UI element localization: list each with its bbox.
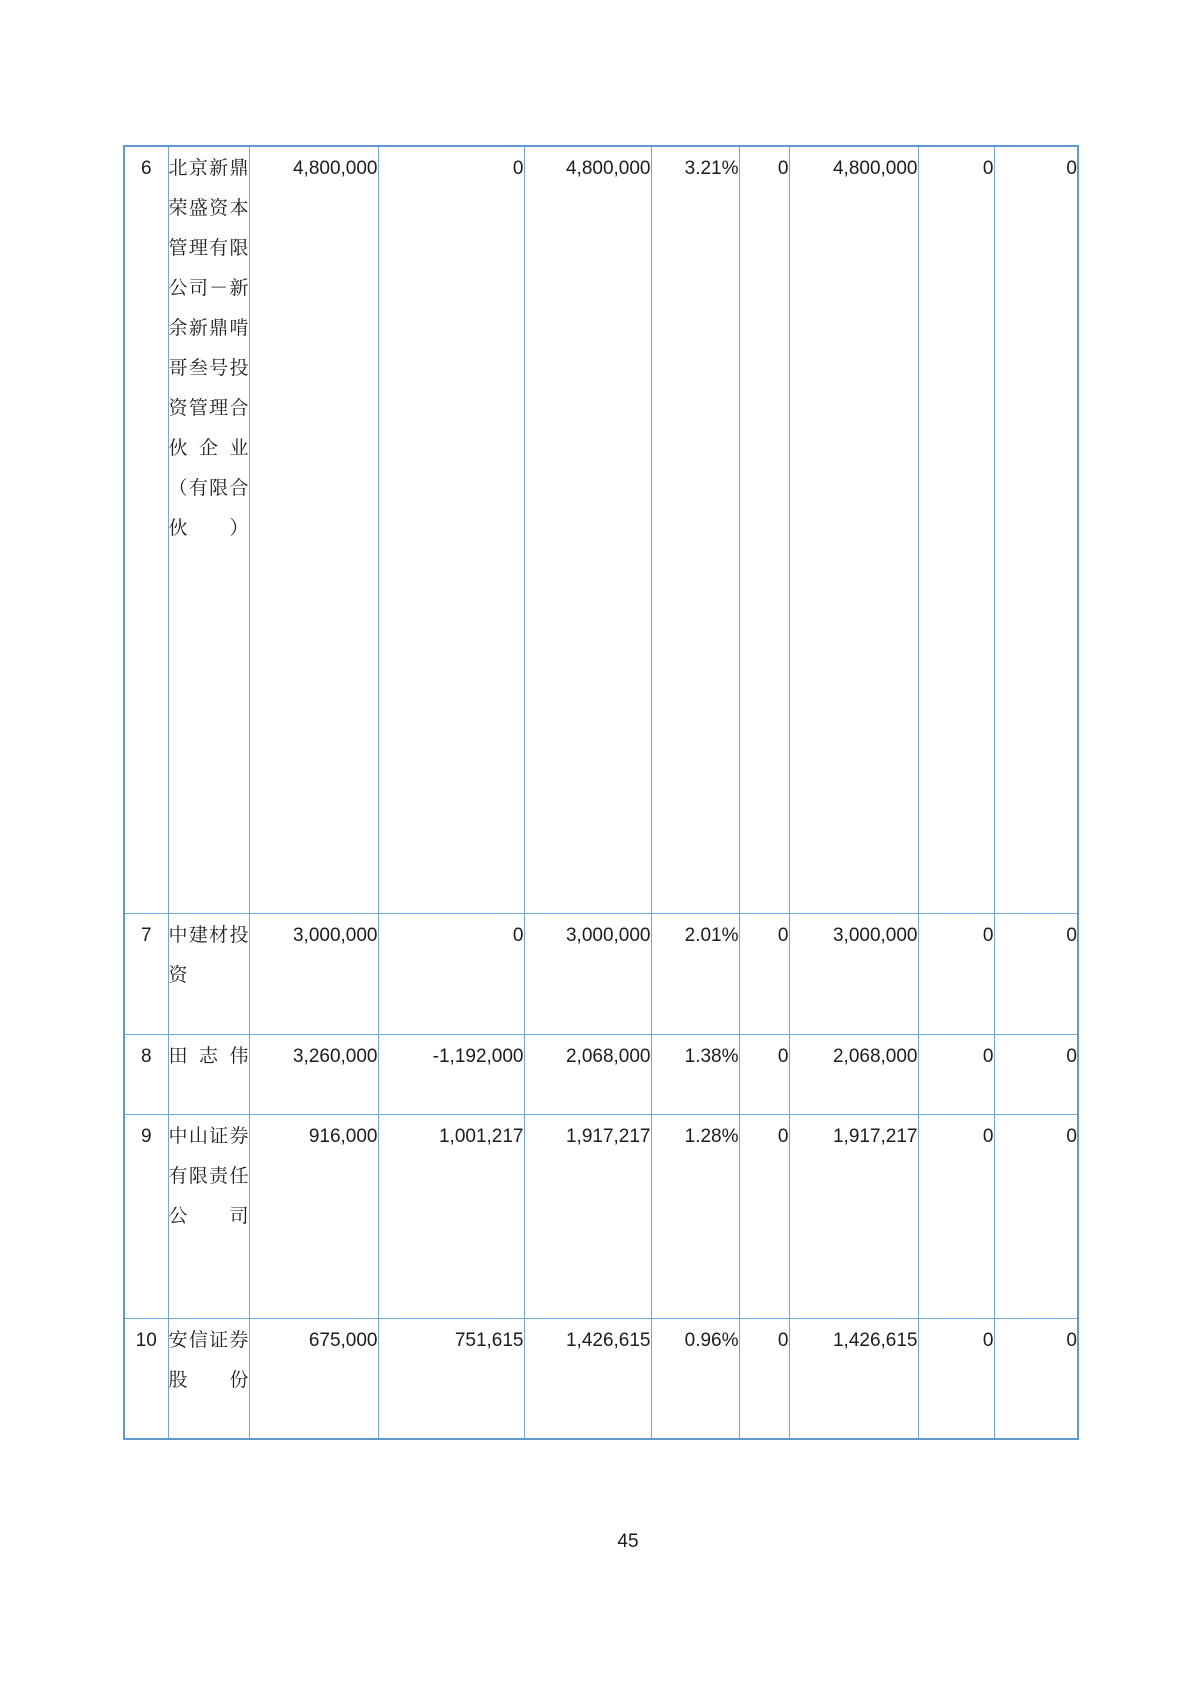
value-cell: 0 (739, 1034, 789, 1114)
value-cell: 0 (918, 1034, 994, 1114)
row-no-cell: 6 (124, 146, 168, 913)
value-cell: 1.38% (651, 1034, 739, 1114)
table-row (124, 1114, 1078, 1318)
row-no-cell: 7 (124, 913, 168, 1034)
value-cell: 0 (994, 913, 1078, 1034)
value-cell: 675,000 (249, 1318, 378, 1439)
value-cell: 751,615 (378, 1318, 524, 1439)
value-cell: 1.28% (651, 1114, 739, 1318)
value-cell: 0 (994, 1034, 1078, 1114)
table-row (124, 1034, 1078, 1114)
value-cell: 916,000 (249, 1114, 378, 1318)
page-number: 45 (617, 1531, 639, 1552)
value-cell: 4,800,000 (524, 146, 651, 913)
value-cell: 0 (918, 1318, 994, 1439)
value-cell: 4,800,000 (249, 146, 378, 913)
value-cell: 1,001,217 (378, 1114, 524, 1318)
value-cell: 3,000,000 (524, 913, 651, 1034)
value-cell: 0 (918, 913, 994, 1034)
row-no-cell: 10 (124, 1318, 168, 1439)
shareholder-table (123, 145, 1079, 1440)
value-cell: 0 (378, 913, 524, 1034)
value-cell: 0 (994, 1318, 1078, 1439)
value-cell: 0 (918, 1114, 994, 1318)
value-cell: 0 (994, 146, 1078, 913)
value-cell: 2,068,000 (524, 1034, 651, 1114)
value-cell: 1,426,615 (789, 1318, 918, 1439)
value-cell: 0.96% (651, 1318, 739, 1439)
value-cell: 0 (739, 1114, 789, 1318)
value-cell: 2.01% (651, 913, 739, 1034)
value-cell: 1,917,217 (524, 1114, 651, 1318)
value-cell: 3,000,000 (249, 913, 378, 1034)
value-cell: 0 (378, 146, 524, 913)
row-no-cell: 8 (124, 1034, 168, 1114)
value-cell: 0 (994, 1114, 1078, 1318)
value-cell: 2,068,000 (789, 1034, 918, 1114)
value-cell: 4,800,000 (789, 146, 918, 913)
table-row (124, 913, 1078, 1034)
value-cell: 0 (739, 913, 789, 1034)
shareholder-name-cell: 中山证券有限责任公司 (168, 1114, 249, 1318)
row-no-cell: 9 (124, 1114, 168, 1318)
shareholder-name-cell: 安信证券股份 (168, 1318, 249, 1439)
table-row (124, 1318, 1078, 1439)
table-row (124, 146, 1078, 913)
value-cell: 1,426,615 (524, 1318, 651, 1439)
value-cell: 3,260,000 (249, 1034, 378, 1114)
value-cell: 0 (739, 1318, 789, 1439)
value-cell: 0 (739, 146, 789, 913)
shareholder-name-cell: 北京新鼎荣盛资本管理有限公司－新余新鼎啃哥叁号投资管理合伙企业（有限合伙） (168, 146, 249, 913)
shareholder-table-body (124, 146, 1078, 1439)
shareholder-name-cell: 田志伟 (168, 1034, 249, 1114)
value-cell: 0 (918, 146, 994, 913)
value-cell: 1,917,217 (789, 1114, 918, 1318)
shareholder-name-cell: 中建材投资 (168, 913, 249, 1034)
value-cell: 3,000,000 (789, 913, 918, 1034)
value-cell: 3.21% (651, 146, 739, 913)
value-cell: -1,192,000 (378, 1034, 524, 1114)
